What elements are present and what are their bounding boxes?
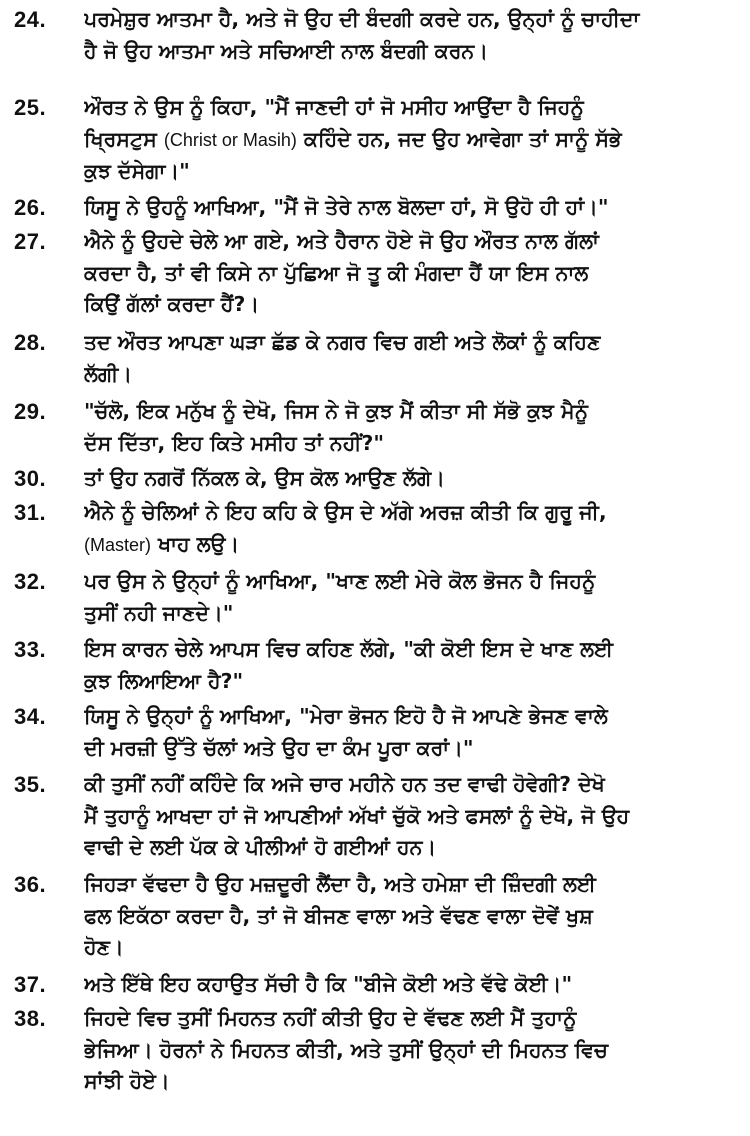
verse-line: ਇਸ ਕਾਰਨ ਚੇਲੇ ਆਪਸ ਵਿਚ ਕਹਿਣ ਲੱਗੇ, "ਕੀ ਕੋਈ ਇਸ ਦੇ ਖਾਣ ਲਈ: [84, 637, 613, 661]
verse-line: ਔਰਤ ਨੇ ਉਸ ਨੂੰ ਕਿਹਾ, "ਮੈਂ ਜਾਣਦੀ ਹਾਂ ਜੋ ਮਸੀਹ ਆਉਂਦਾ ਹੈ ਜਿਹਨੂੰ: [84, 95, 584, 119]
verse-text: [84, 226, 736, 321]
verse-text: [84, 634, 736, 697]
verse-line: ਐਨੇ ਨੂੰ ਉਹਦੇ ਚੇਲੇ ਆ ਗਏ, ਅਤੇ ਹੈਰਾਨ ਹੋਏ ਜੋ ਉਹ ਔਰਤ ਨਾਲ ਗੱਲਾਂ: [84, 229, 599, 253]
verse-line: ਤਦ ਔਰਤ ਆਪਣਾ ਘੜਾ ਛੱਡ ਕੇ ਨਗਰ ਵਿਚ ਗਈ ਅਤੇ ਲੋਕਾਂ ਨੂੰ ਕਹਿਣ: [84, 330, 601, 354]
verse-line: ਐਨੇ ਨੂੰ ਚੇਲਿਆਂ ਨੇ ਇਹ ਕਹਿ ਕੇ ਉਸ ਦੇ ਅੱਗੇ ਅਰਜ਼ ਕੀਤੀ ਕਿ ਗੁਰੂ ਜੀ,: [84, 500, 607, 524]
latin-gloss: (Christ or Masih): [163, 129, 297, 150]
verse-line: ਦੀ ਮਰਜ਼ੀ ਉੱਤੇ ਚੱਲਾਂ ਅਤੇ ਉਹ ਦਾ ਕੰਮ ਪੂਰਾ ਕਰਾਂ।": [84, 735, 474, 760]
verse-line: ਜਿਹਦੇ ਵਿਚ ਤੁਸੀਂ ਮਿਹਨਤ ਨਹੀਂ ਕੀਤੀ ਉਹ ਦੇ ਵੱਢਣ ਲਈ ਮੈਂ ਤੁਹਾਨੂੰ: [84, 1006, 577, 1030]
verse-line: ਦੱਸ ਦਿੱਤਾ, ਇਹ ਕਿਤੇ ਮਸੀਹ ਤਾਂ ਨਹੀਂ?": [84, 430, 385, 455]
verse-number: 32.: [14, 569, 47, 594]
verse-line: [84, 529, 736, 562]
verse-line: [84, 124, 736, 157]
verse-text: [84, 1003, 736, 1098]
verse-text: [84, 701, 736, 764]
verse-number: 37.: [14, 972, 47, 997]
verse-line: ਕਿਉਂ ਗੱਲਾਂ ਕਰਦਾ ਹੈਂ?।: [84, 292, 260, 317]
verse-number: 34.: [14, 704, 47, 729]
verse-number: 31.: [14, 500, 47, 525]
verse-line: ਯਿਸੂ ਨੇ ਉਹਨੂੰ ਆਖਿਆ, "ਮੈਂ ਜੋ ਤੇਰੇ ਨਾਲ ਬੋਲਦਾ ਹਾਂ, ਸੋ ਉਹੋ ਹੀ ਹਾਂ।": [84, 195, 609, 219]
verse-line: ਸਾਂਝੀ ਹੋਏ।: [84, 1069, 170, 1094]
verse-line: ਮੈਂ ਤੁਹਾਨੂੰ ਆਖਦਾ ਹਾਂ ਜੋ ਆਪਣੀਆਂ ਅੱਖਾਂ ਚੁੱਕੋ ਅਤੇ ਫਸਲਾਂ ਨੂੰ ਦੇਖੋ, ਜੋ ਉਹ: [84, 803, 630, 828]
verse-text: [84, 327, 736, 390]
verse-text: [84, 192, 736, 224]
verse-number: 28.: [14, 330, 47, 355]
verse-number: 29.: [14, 399, 47, 424]
latin-gloss: (Master): [84, 534, 151, 555]
verse-number: 36.: [14, 872, 47, 897]
verse-text: [84, 969, 736, 1001]
verse-number: 33.: [14, 637, 47, 662]
verse-line: ਲੱਗੀ।: [84, 361, 133, 386]
verse-number: 26.: [14, 195, 47, 220]
verse-line-part: ਖ੍ਰਿਸਟੁਸ: [84, 126, 164, 151]
verse-text: [84, 463, 736, 495]
verse-line: ਕੀ ਤੁਸੀਂ ਨਹੀਂ ਕਹਿੰਦੇ ਕਿ ਅਜੇ ਚਾਰ ਮਹੀਨੇ ਹਨ ਤਦ ਵਾਢੀ ਹੋਵੇਗੀ? ਦੇਖੋ: [84, 772, 605, 796]
verse-line-part: ਖਾਹ ਲਉ।: [151, 531, 240, 556]
verse-text: [84, 769, 736, 864]
verse-line: "ਚੱਲੋ, ਇਕ ਮਨੁੱਖ ਨੂੰ ਦੇਖੋ, ਜਿਸ ਨੇ ਜੋ ਕੁਝ ਮੈਂ ਕੀਤਾ ਸੀ ਸੱਭੋ ਕੁਝ ਮੈਨੂੰ: [84, 399, 588, 423]
verse-text: [84, 497, 736, 561]
verse-line: ਫਲ ਇਕੱਠਾ ਕਰਦਾ ਹੈ, ਤਾਂ ਜੋ ਬੀਜਣ ਵਾਲਾ ਅਤੇ ਵੱਢਣ ਵਾਲਾ ਦੋਵੇਂ ਖੁਸ਼: [84, 903, 593, 928]
verse-line: ਹੈ ਜੋ ਉਹ ਆਤਮਾ ਅਤੇ ਸਚਿਆਈ ਨਾਲ ਬੰਦਗੀ ਕਰਨ।: [84, 38, 489, 63]
verse-text: [84, 869, 736, 964]
verse-text: [84, 4, 736, 67]
verse-line: ਯਿਸੂ ਨੇ ਉਨ੍ਹਾਂ ਨੂੰ ਆਖਿਆ, "ਮੇਰਾ ਭੋਜਨ ਇਹੋ ਹੈ ਜੋ ਆਪਣੇ ਭੇਜਣ ਵਾਲੇ: [84, 704, 608, 728]
verse-line: ਕੁਝ ਦੱਸੇਗਾ।": [84, 159, 190, 184]
verse-number: 27.: [14, 229, 47, 254]
verse-line: ਤੁਸੀਂ ਨਹੀ ਜਾਣਦੇ।": [84, 600, 234, 625]
verse-number: 30.: [14, 466, 47, 491]
verse-number: 38.: [14, 1006, 47, 1031]
verse-number: 35.: [14, 772, 47, 797]
verse-text: [84, 566, 736, 629]
verse-line: ਭੇਜਿਆ। ਹੋਰਨਾਂ ਨੇ ਮਿਹਨਤ ਕੀਤੀ, ਅਤੇ ਤੁਸੀਂ ਉਨ੍ਹਾਂ ਦੀ ਮਿਹਨਤ ਵਿਚ: [84, 1037, 608, 1062]
verse-line: ਹੋਣ।: [84, 935, 124, 960]
verse-line-part: ਕਹਿੰਦੇ ਹਨ, ਜਦ ਉਹ ਆਵੇਗਾ ਤਾਂ ਸਾਨੂੰ ਸੱਭੇ: [296, 126, 622, 151]
verse-line: ਜਿਹੜਾ ਵੱਢਦਾ ਹੈ ਉਹ ਮਜ਼ਦੂਰੀ ਲੈਂਦਾ ਹੈ, ਅਤੇ ਹਮੇਸ਼ਾ ਦੀ ਜ਼ਿੰਦਗੀ ਲਈ: [84, 872, 596, 896]
verse-line: ਪਰਮੇਸ਼ੁਰ ਆਤਮਾ ਹੈ, ਅਤੇ ਜੋ ਉਹ ਦੀ ਬੰਦਗੀ ਕਰਦੇ ਹਨ, ਉਨ੍ਹਾਂ ਨੂੰ ਚਾਹੀਦਾ: [84, 7, 640, 31]
verse-text: [84, 396, 736, 459]
verse-number: 25.: [14, 95, 47, 120]
verse-line: ਅਤੇ ਇੱਥੇ ਇਹ ਕਹਾਉਤ ਸੱਚੀ ਹੈ ਕਿ "ਬੀਜੇ ਕੋਈ ਅਤੇ ਵੱਢੇ ਕੋਈ।": [84, 972, 573, 996]
verse-line: ਕਰਦਾ ਹੈ, ਤਾਂ ਵੀ ਕਿਸੇ ਨਾ ਪੁੱਛਿਆ ਜੋ ਤੂ ਕੀ ਮੰਗਦਾ ਹੈਂ ਯਾ ਇਸ ਨਾਲ: [84, 260, 589, 285]
verse-line: ਤਾਂ ਉਹ ਨਗਰੋਂ ਨਿੱਕਲ ਕੇ, ਉਸ ਕੋਲ ਆਉਣ ਲੱਗੇ।: [84, 466, 445, 490]
verse-text: [84, 92, 736, 188]
verse-number: 24.: [14, 7, 47, 32]
verse-line: ਪਰ ਉਸ ਨੇ ਉਨ੍ਹਾਂ ਨੂੰ ਆਖਿਆ, "ਖਾਣ ਲਈ ਮੇਰੇ ਕੋਲ ਭੋਜਨ ਹੈ ਜਿਹਨੂੰ: [84, 569, 596, 593]
verse-line: ਕੁਝ ਲਿਆਇਆ ਹੈ?": [84, 668, 244, 693]
verse-line: ਵਾਢੀ ਦੇ ਲਈ ਪੱਕ ਕੇ ਪੀਲੀਆਂ ਹੋ ਗਈਆਂ ਹਨ।: [84, 835, 437, 860]
